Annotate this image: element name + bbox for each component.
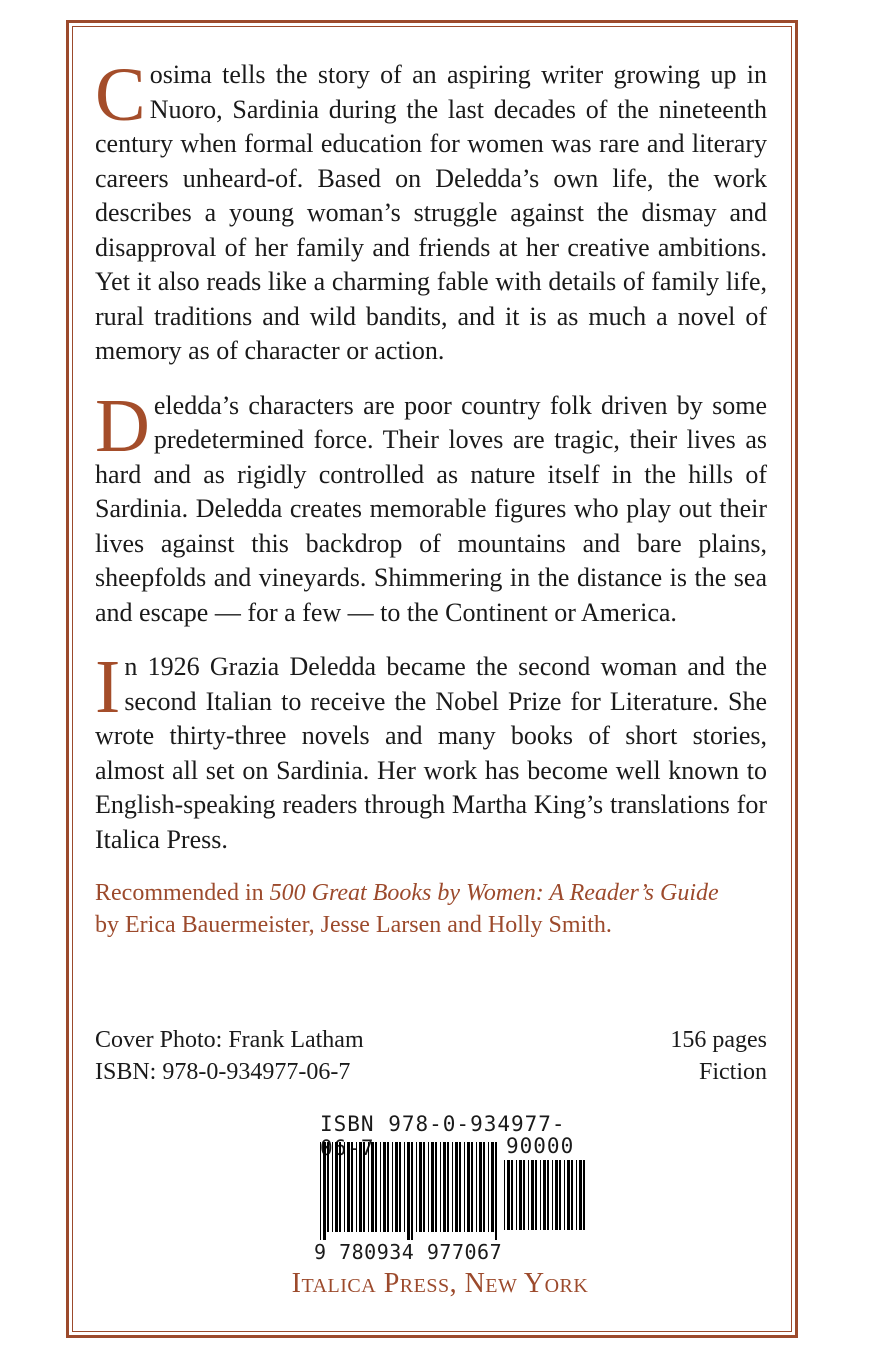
meta-left <box>95 1024 364 1088</box>
blurb-content <box>95 53 767 941</box>
drop-cap: D <box>95 383 150 468</box>
recommendation-authors: by Erica Bauermeister, Jesse Larsen and Holly Smith. <box>95 912 612 938</box>
paragraph-text: osima tells the story of an aspiring writer growing up in Nuoro, Sardinia during the last decades of the nineteenth century when formal education for women was rare and literary careers unheard-of. Based on Deledda’s own life, the work describes a young woman’s struggle against the dismay and disapproval of her family and friends at her creative ambitions. Yet it also reads like a charming fable with details of family life, rural traditions and wild bandits, and it is as much a novel of memory as of character or action. <box>95 60 767 365</box>
barcode-main-bars <box>318 1142 500 1240</box>
paragraph-text: n 1926 Grazia Deledda became the second woman and the second Italian to receive the Nobel Prize for Literature. She wrote thirty-three novels and many books of short stories, almost all set on Sardinia. Her work has become well known to English-speaking readers through Martha King’s translations for Italica Press. <box>95 652 767 854</box>
isbn-line: ISBN: 978-0-934977-06-7 <box>95 1059 351 1085</box>
recommendation <box>95 877 767 941</box>
paragraph-characters <box>95 383 767 631</box>
publisher-imprint: Italica Press, New York <box>291 1268 589 1299</box>
barcode-isbn-label: ISBN 978-0-934977-06-7 <box>320 1112 566 1160</box>
paragraph-cosima <box>95 53 767 369</box>
paragraph-text: eledda’s characters are poor country folk driven by some predetermined force. Their loves are tragic, their lives as hard and as rigidly controlled as nature itself in the hills of Sardinia. Deledda creates memorable figures who play out their lives against this backdrop of mountains and bare plains, sheepfolds and vineyards. Shimmering in the distance is the sea and escape — for a few — to the Continent or America. <box>95 390 767 627</box>
recommended-book-title: 500 Great Books by Women: A Reader’s Guide <box>269 880 719 906</box>
barcode-addon-bars <box>502 1160 590 1238</box>
page-count: 156 pages <box>670 1027 767 1053</box>
cover-photo-credit: Cover Photo: Frank Latham <box>95 1027 364 1053</box>
barcode-price-code: 90000 <box>506 1134 575 1158</box>
paragraph-nobel <box>95 645 767 857</box>
genre: Fiction <box>698 1059 767 1085</box>
drop-cap: C <box>95 53 146 137</box>
meta-right <box>670 1024 767 1088</box>
barcode-ean-digits: 9 780934 977067 <box>314 1240 503 1264</box>
drop-cap: I <box>95 645 121 729</box>
barcode <box>310 1108 595 1268</box>
recommendation-prefix: Recommended in <box>95 880 270 906</box>
